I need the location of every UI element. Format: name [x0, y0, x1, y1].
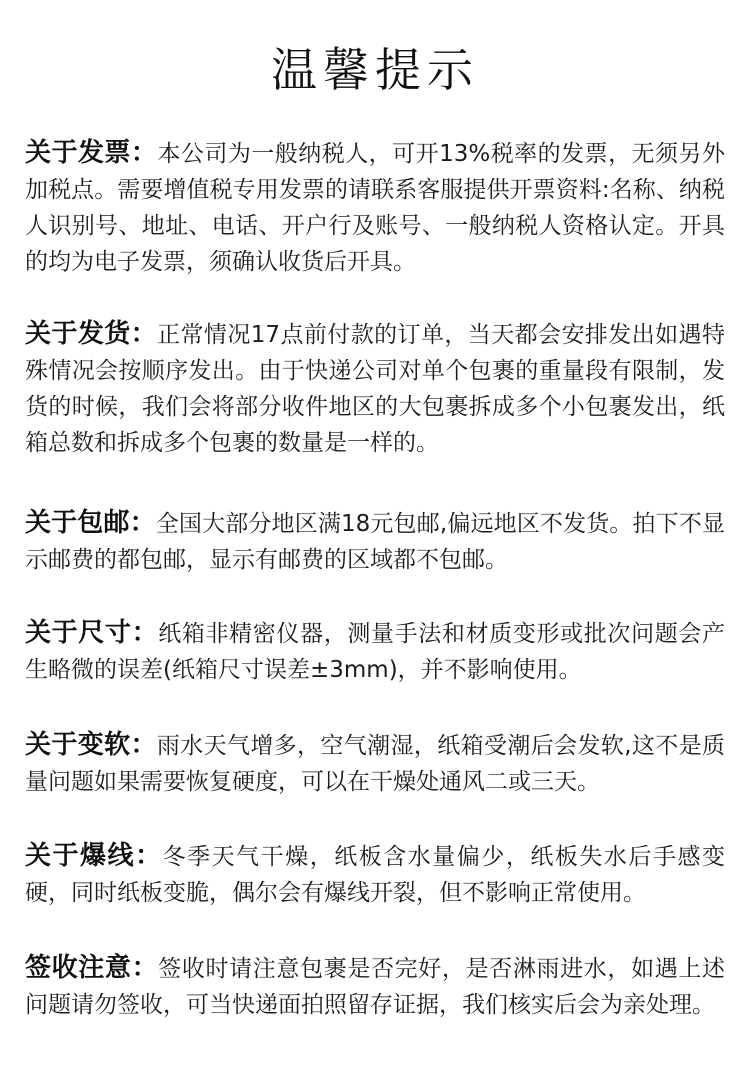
size-notice — [25, 615, 725, 688]
seam-burst-notice — [25, 838, 725, 911]
invoice-notice-text: 本公司为一般纳税人，可开13%税率的发票，无须另外加税点。需要增值税专用发票的请联系客服提供开票资料:名称、纳税人识别号、地址、电话、开户行及账号、一般纳税人资格认定。开具的均为电子发票，须确认收货后开具。 — [25, 141, 725, 275]
invoice-notice — [25, 135, 725, 280]
softening-notice-label: 关于变软： — [25, 730, 157, 760]
shipping-notice-label: 关于发货： — [25, 319, 158, 349]
signing-notice-label: 签收注意： — [25, 953, 159, 983]
page-title: 温馨提示 — [271, 43, 479, 97]
shipping-notice-text: 正常情况17点前付款的订单，当天都会安排发出如遇特殊情况会按顺序发出。由于快递公司对单个包裹的重量段有限制，发货的时候，我们会将部分收件地区的大包裹拆成多个小包裹发出，纸箱总数和拆成多个包裹的数量是一样的。 — [25, 322, 725, 456]
signing-notice-text: 签收时请注意包裹是否完好，是否淋雨进水，如遇上述问题请勿签收，可当快递面拍照留存证据，我们核实后会为亲处理。 — [25, 956, 725, 1018]
softening-notice-text: 雨水天气增多，空气潮湿，纸箱受潮后会发软,这不是质量问题如果需要恢复硬度，可以在干燥处通风二或三天。 — [25, 733, 725, 795]
free-shipping-notice-text: 全国大部分地区满18元包邮,偏远地区不发货。拍下不显示邮费的都包邮，显示有邮费的区域都不包邮。 — [25, 511, 725, 573]
invoice-notice-label: 关于发票： — [25, 138, 158, 168]
free-shipping-notice — [25, 505, 725, 578]
size-notice-text: 纸箱非精密仪器，测量手法和材质变形或批次问题会产生略微的误差(纸箱尺寸误差±3mm)，并不影响使用。 — [25, 621, 725, 683]
softening-notice — [25, 727, 725, 800]
free-shipping-notice-label: 关于包邮： — [25, 508, 156, 538]
seam-burst-notice-text: 冬季天气干燥，纸板含水量偏少，纸板失水后手感变硬，同时纸板变脆，偶尔会有爆线开裂，但不影响正常使用。 — [25, 844, 725, 906]
size-notice-label: 关于尺寸： — [25, 618, 159, 648]
shipping-notice — [25, 316, 725, 461]
seam-burst-notice-label: 关于爆线： — [25, 841, 163, 871]
signing-notice — [25, 950, 725, 1023]
